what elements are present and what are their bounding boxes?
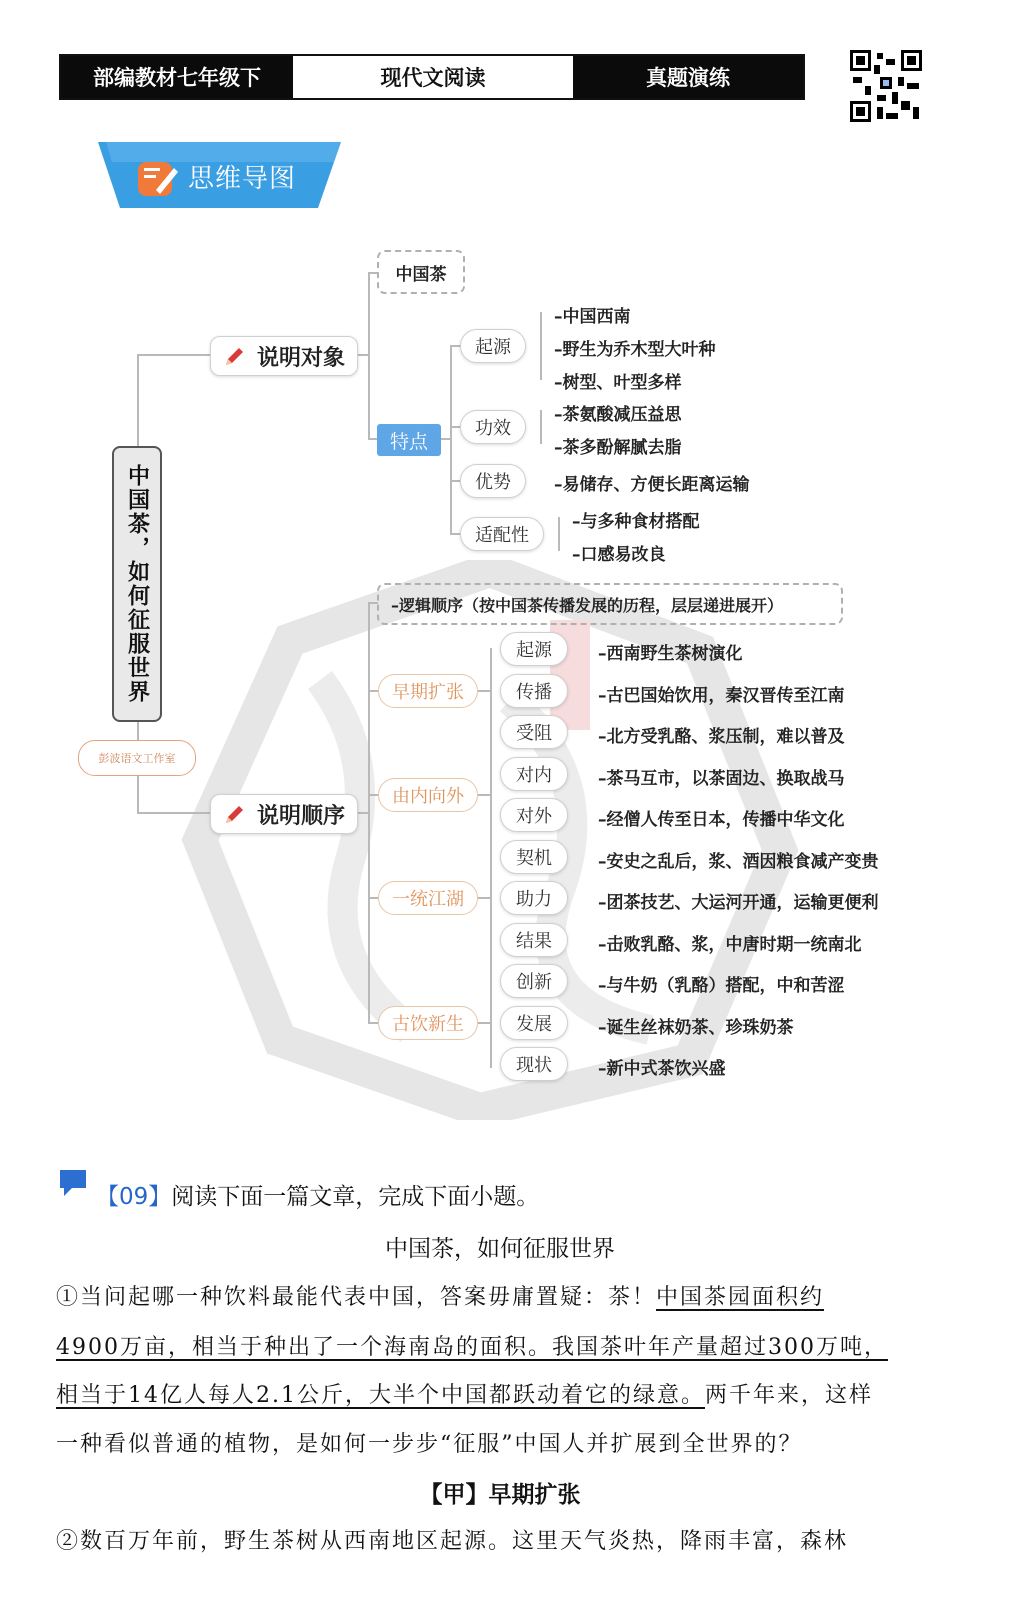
sub-outward-desc: –经僧人传至日本，传播中华文化	[598, 810, 845, 830]
sub-innovation: 创新	[500, 964, 568, 998]
pencil-icon	[223, 344, 247, 368]
sub-origin-desc: –西南野生茶树演化	[598, 644, 743, 664]
paragraph-2: ②数百万年前，野生茶树从西南地区起源。这里天气炎热，降雨丰富，森林	[56, 1529, 849, 1554]
section-title: 【甲】早期扩张	[419, 1482, 581, 1508]
leaf-origin-2: –野生为乔木型大叶种	[554, 340, 716, 360]
stage-inside-out: 由内向外	[378, 778, 478, 812]
sub-development: 发展	[500, 1006, 568, 1040]
sub-innovation-desc: –与牛奶（乳酪）搭配，中和苦涩	[598, 976, 845, 996]
branch-object	[210, 336, 358, 376]
paragraph-1-line-1	[56, 1280, 926, 1311]
sub-origin: 起源	[500, 632, 568, 666]
sub-inward-desc: –茶马互市，以茶固边、换取战马	[598, 769, 845, 789]
object-node: 中国茶	[377, 250, 465, 294]
branch-object-label: 说明对象	[256, 345, 345, 371]
header-section: 真题演练	[573, 56, 803, 98]
qr-code-icon	[850, 50, 922, 122]
branch-order-label: 说明顺序	[256, 803, 345, 829]
notepad-icon	[136, 158, 180, 198]
leaf-adapt-2: –口感易改良	[572, 545, 666, 565]
sub-blocked-desc: –北方受乳酪、浆压制，难以普及	[598, 727, 845, 747]
header-bar	[59, 54, 805, 100]
feature-effect: 功效	[460, 410, 526, 444]
paragraph-1-line-4: 一种看似普通的植物，是如何一步步“征服”中国人并扩展到全世界的？	[56, 1432, 803, 1457]
leaf-origin-1: –中国西南	[554, 307, 631, 327]
comment-icon	[58, 1168, 90, 1200]
sub-blocked: 受阻	[500, 715, 568, 749]
leaf-effect-1: –茶氨酸减压益思	[554, 405, 682, 425]
mindmap-banner-title: 思维导图	[188, 164, 297, 194]
stage-rebirth: 古饮新生	[378, 1006, 478, 1040]
pencil-icon	[223, 802, 247, 826]
sub-development-desc: –诞生丝袜奶茶、珍珠奶茶	[598, 1018, 794, 1038]
sub-opportunity: 契机	[500, 840, 568, 874]
p1-text-a: ①当问起哪一种饮料最能代表中国，答案毋庸置疑：茶！	[56, 1285, 657, 1310]
p1-text-e: 两千年来，这样	[704, 1383, 873, 1408]
logic-order-node: –逻辑顺序（按中国茶传播发展的历程，层层递进展开）	[377, 583, 843, 625]
header-grade: 部编教材七年级下	[61, 56, 293, 98]
p1-text-b: 中国茶园面积约	[656, 1285, 825, 1310]
sub-boost: 助力	[500, 881, 568, 915]
leaf-effect-2: –茶多酚解腻去脂	[554, 438, 682, 458]
question-number: 【09】	[96, 1184, 172, 1210]
studio-stamp: 彭波语文工作室	[78, 740, 196, 776]
sub-status: 现状	[500, 1047, 568, 1081]
mindmap-root-title: 中国茶，如何征服世界	[124, 464, 150, 704]
sub-boost-desc: –团茶技艺、大运河开通，运输更便利	[598, 893, 879, 913]
feature-origin: 起源	[460, 329, 526, 363]
p1-text-d: 相当于14亿人每人2.1公斤，大半个中国都跃动着它的绿意。	[56, 1383, 705, 1408]
feature-advantage: 优势	[460, 464, 526, 498]
stage-unification: 一统江湖	[378, 881, 478, 915]
feature-tag: 特点	[377, 424, 441, 456]
stage-early-expansion: 早期扩张	[378, 674, 478, 708]
sub-spread-desc: –古巴国始饮用，秦汉晋传至江南	[598, 686, 845, 706]
sub-spread: 传播	[500, 674, 568, 708]
question-instruction: 阅读下面一篇文章，完成下面小题。	[171, 1184, 540, 1210]
paragraph-1-line-2	[56, 1330, 926, 1361]
paragraph-1-line-3	[56, 1378, 926, 1409]
branch-order	[210, 794, 358, 834]
leaf-advantage-1: –易储存、方便长距离运输	[554, 475, 750, 495]
header-subject: 现代文阅读	[293, 56, 573, 98]
sub-result-desc: –击败乳酪、浆，中唐时期一统南北	[598, 935, 862, 955]
leaf-origin-3: –树型、叶型多样	[554, 373, 682, 393]
sub-status-desc: –新中式茶饮兴盛	[598, 1059, 726, 1079]
sub-outward: 对外	[500, 798, 568, 832]
p1-text-c: 4900万亩，相当于种出了一个海南岛的面积。我国茶叶年产量超过300万吨，	[56, 1335, 888, 1360]
sub-result: 结果	[500, 923, 568, 957]
leaf-adapt-1: –与多种食材搭配	[572, 512, 700, 532]
mindmap-root	[112, 446, 162, 722]
feature-adaptability: 适配性	[460, 517, 544, 551]
sub-inward: 对内	[500, 757, 568, 791]
article-title: 中国茶，如何征服世界	[385, 1236, 615, 1262]
question-header	[96, 1178, 539, 1211]
sub-opportunity-desc: –安史之乱后，浆、酒因粮食减产变贵	[598, 852, 879, 872]
